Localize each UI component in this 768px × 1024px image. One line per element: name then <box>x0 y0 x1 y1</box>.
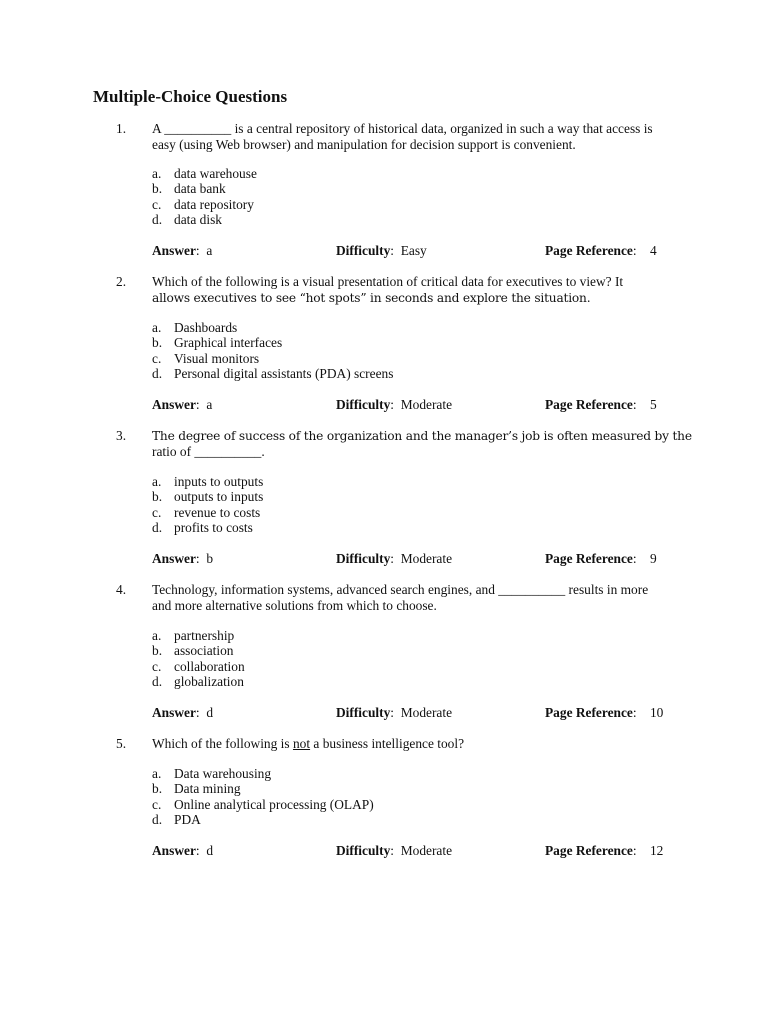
choice-item <box>152 812 552 827</box>
difficulty-value: Easy <box>400 243 427 258</box>
question-text <box>152 736 692 752</box>
question-number: 3. <box>116 428 127 443</box>
choice-item <box>152 351 552 366</box>
question-number: 2. <box>116 274 127 289</box>
choice-item <box>152 197 552 212</box>
choice-text: profits to costs <box>174 520 253 536</box>
answer-value: a <box>206 243 213 258</box>
question-number: 4. <box>116 582 127 597</box>
choice-list-4 <box>152 628 552 690</box>
answer-row-4: Answer: d Difficulty: Moderate Page Reference: 10 <box>152 705 664 720</box>
choice-item <box>152 520 552 535</box>
difficulty-label: Difficulty <box>336 705 391 720</box>
question-text-part: a business intelligence tool? <box>310 736 465 751</box>
choice-item <box>152 628 552 643</box>
choice-item <box>152 781 552 796</box>
page-reference-value: 12 <box>649 843 664 858</box>
choice-letter: b. <box>152 489 163 505</box>
question-text <box>152 274 692 306</box>
choice-text: data warehouse <box>174 166 257 181</box>
question-text-part: Which of the following is <box>152 736 293 751</box>
choice-text: PDA <box>174 812 201 828</box>
choice-list-3 <box>152 474 552 536</box>
answer-row-3: Answer: b Difficulty: Moderate Page Reference: 9 <box>152 551 657 566</box>
choice-text: Dashboards <box>174 320 238 335</box>
question-number: 1. <box>116 121 127 136</box>
choice-letter: b. <box>152 335 163 351</box>
answer-value: b <box>206 551 214 566</box>
choice-letter: a. <box>152 320 162 335</box>
page-reference-value: 5 <box>649 397 657 412</box>
difficulty-value: Moderate <box>400 705 453 720</box>
choice-item <box>152 474 552 489</box>
choice-letter: d. <box>152 212 163 228</box>
choice-text: Graphical interfaces <box>174 335 283 351</box>
choice-text: association <box>174 643 234 659</box>
answer-label: Answer <box>152 397 196 412</box>
choice-list-2 <box>152 320 552 382</box>
choice-item <box>152 766 552 781</box>
choice-letter: d. <box>152 520 163 536</box>
page-reference-label: Page Reference <box>545 705 633 720</box>
choice-letter: d. <box>152 812 163 828</box>
choice-letter: c. <box>152 504 162 520</box>
choice-text: outputs to inputs <box>174 489 264 505</box>
answer-value: a <box>206 397 213 412</box>
question-line: allows executives to see “hot spots” in seconds and explore the situation. <box>152 291 591 305</box>
choice-text: partnership <box>174 628 235 643</box>
answer-value: d <box>206 705 214 720</box>
choice-letter: a. <box>152 628 162 643</box>
choice-text: Data warehousing <box>174 766 272 781</box>
question-line: easy (using Web browser) and manipulation for decision support is convenient. <box>152 137 576 152</box>
choice-item <box>152 489 552 504</box>
choice-letter: b. <box>152 643 163 659</box>
answer-label: Answer <box>152 843 196 858</box>
page-reference-label: Page Reference <box>545 843 633 858</box>
choice-letter: b. <box>152 181 163 197</box>
choice-text: Personal digital assistants (PDA) screens <box>174 366 394 382</box>
choice-list-1 <box>152 166 552 228</box>
choice-item <box>152 181 552 196</box>
choice-item <box>152 212 552 227</box>
choice-text: data bank <box>174 181 226 197</box>
choice-text: data repository <box>174 196 254 212</box>
choice-item <box>152 505 552 520</box>
question-line <box>152 736 692 752</box>
page-reference-value: 10 <box>649 705 664 720</box>
answer-row-1: Answer: a Difficulty: Easy Page Reference: 4 <box>152 243 657 258</box>
difficulty-value: Moderate <box>400 397 453 412</box>
choice-text: Visual monitors <box>174 350 260 366</box>
question-line: A __________ is a central repository of historical data, organized in such a way that access is <box>152 121 653 136</box>
choice-letter: b. <box>152 781 163 797</box>
choice-letter: c. <box>152 196 162 212</box>
page-title: Multiple-Choice Questions <box>93 87 288 106</box>
choice-letter: c. <box>152 796 162 812</box>
choice-text: revenue to costs <box>174 504 261 520</box>
answer-value: d <box>206 843 214 858</box>
choice-letter: d. <box>152 366 163 382</box>
choice-letter: a. <box>152 766 162 781</box>
question-line: Technology, information systems, advanced search engines, and __________ results in more <box>152 582 649 597</box>
choice-item <box>152 166 552 181</box>
difficulty-label: Difficulty <box>336 551 391 566</box>
choice-list-5 <box>152 766 552 828</box>
question-text <box>152 121 692 153</box>
choice-text: globalization <box>174 674 244 690</box>
choice-letter: c. <box>152 658 162 674</box>
choice-text: inputs to outputs <box>174 474 264 489</box>
answer-row-5: Answer: d Difficulty: Moderate Page Reference: 12 <box>152 843 664 858</box>
question-line: ratio of __________. <box>152 444 265 459</box>
choice-item <box>152 366 552 381</box>
underlined-word: not <box>292 736 311 751</box>
question-line: and more alternative solutions from which to choose. <box>152 598 437 613</box>
page-reference-value: 9 <box>649 551 657 566</box>
choice-letter: a. <box>152 474 162 489</box>
difficulty-value: Moderate <box>400 843 453 858</box>
page-reference-label: Page Reference <box>545 397 633 412</box>
question-line: Which of the following is a visual presentation of critical data for executives to view? It <box>152 274 624 289</box>
difficulty-label: Difficulty <box>336 843 391 858</box>
choice-letter: c. <box>152 350 162 366</box>
choice-text: Data mining <box>174 781 241 797</box>
answer-label: Answer <box>152 705 196 720</box>
choice-item <box>152 335 552 350</box>
question-number: 5. <box>116 736 127 751</box>
page-reference-label: Page Reference <box>545 243 633 258</box>
answer-label: Answer <box>152 551 196 566</box>
choice-text: collaboration <box>174 658 245 674</box>
difficulty-value: Moderate <box>400 551 453 566</box>
choice-item <box>152 797 552 812</box>
choice-item <box>152 643 552 658</box>
answer-label: Answer <box>152 243 196 258</box>
page-reference-label: Page Reference <box>545 551 633 566</box>
difficulty-label: Difficulty <box>336 397 391 412</box>
difficulty-label: Difficulty <box>336 243 391 258</box>
choice-text: data disk <box>174 212 222 228</box>
choice-text: Online analytical processing (OLAP) <box>174 796 374 812</box>
choice-item <box>152 674 552 689</box>
answer-row-2: Answer: a Difficulty: Moderate Page Reference: 5 <box>152 397 657 412</box>
choice-letter: a. <box>152 166 162 181</box>
question-text <box>152 428 692 460</box>
question-line: The degree of success of the organization and the manager’s job is often measured by the <box>152 429 692 443</box>
page-reference-value: 4 <box>649 243 657 258</box>
choice-item <box>152 659 552 674</box>
choice-letter: d. <box>152 674 163 690</box>
choice-item <box>152 320 552 335</box>
question-text <box>152 582 692 614</box>
